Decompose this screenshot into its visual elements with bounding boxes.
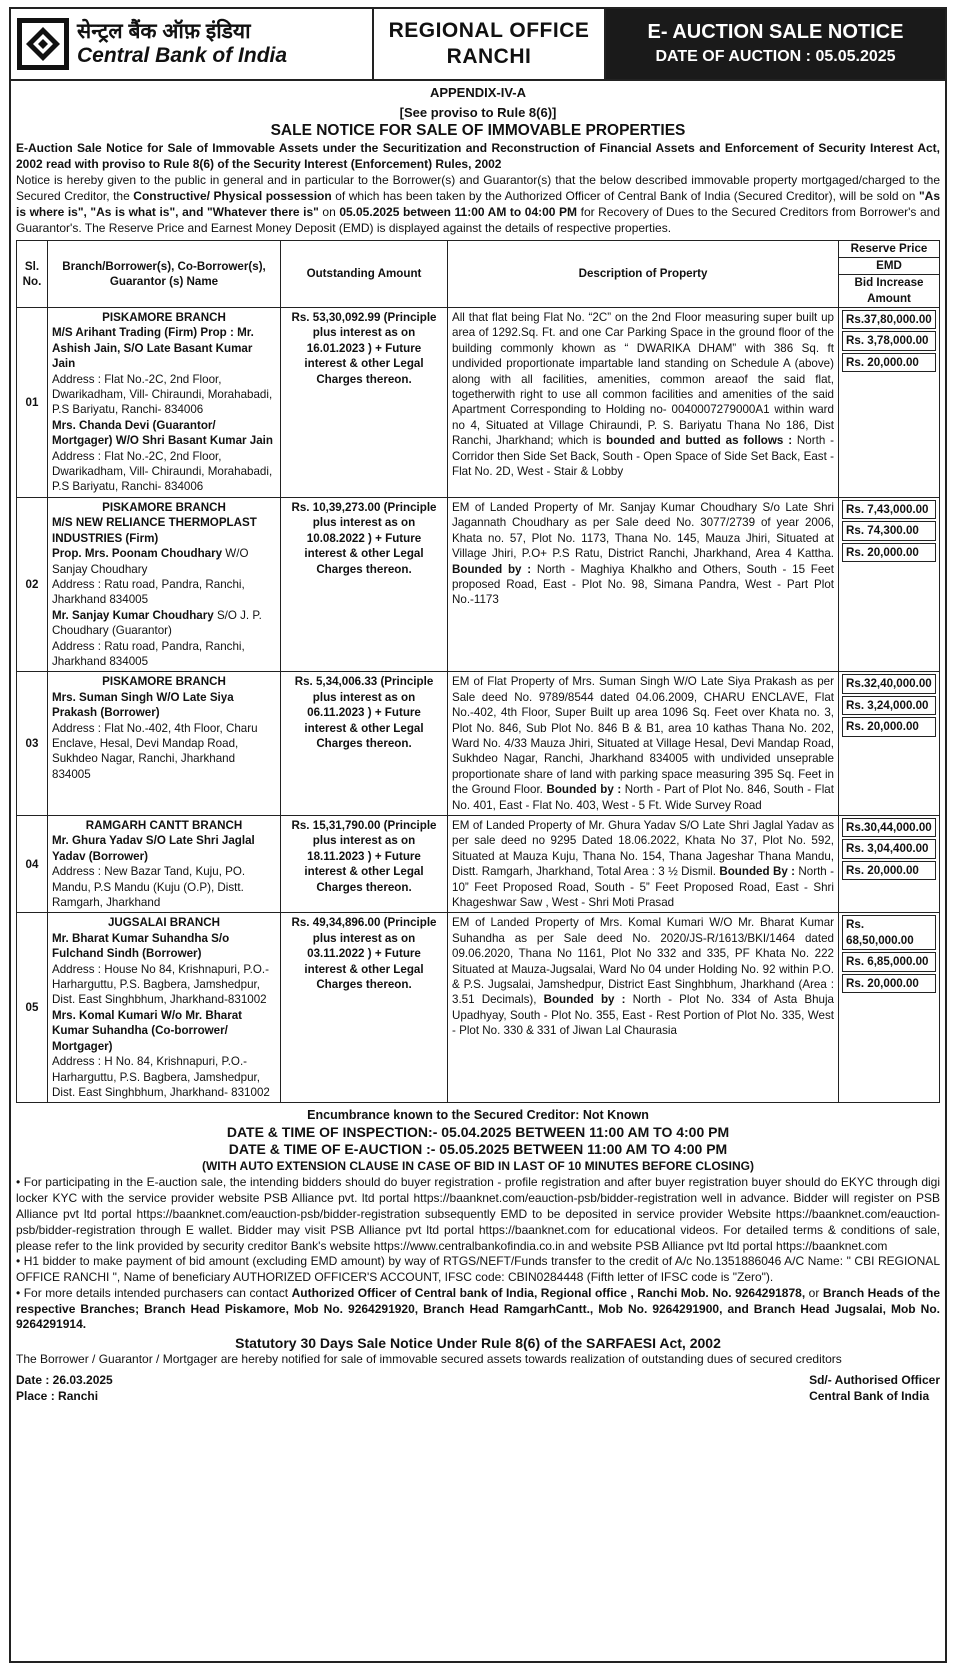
regional-office-label: REGIONAL OFFICE (388, 19, 590, 42)
row-description: EM of Flat Property of Mrs. Suman Singh W/O Late Siya Prakash as per Sale deed No. 9789/8544 dated 04.06.2009, CHARU ENCLAVE, Flat No.-402, 4th Floor, Super Built up area 1096 Sq. Feet over Khata no. 3, Plot No. 846, Sub Plot No. 846 B & B1, area 10 kathas Thana No. 202, Ward No. 4/33 Mauza Jhiri, Situated at Village Hesal, Devi Mandap Road, Sukhdeo Nagar, Ranchi, Jharkhand 834005 with undivided unseprable proportionate share of land with parking space measuring 395 Sq. Feet in the Ground Floor. Bounded by : North - Part of Plot No. 846, South - Flat No. 401, East - Flat No. 403, West - 5 Ft. Wide Survey Road (448, 672, 839, 816)
table-row (17, 672, 940, 816)
row-reserve: Rs.30,44,000.00 Rs. 3,04,400.00 Rs. 20,000.00 (839, 816, 940, 913)
header-outstanding: Outstanding Amount (281, 241, 448, 308)
row-outstanding: Rs. 5,34,006.33 (Principle plus interest as on 06.11.2023 ) + Future interest & other Legal Charges thereon. (281, 672, 448, 816)
row-sl: 03 (17, 672, 48, 816)
proviso-label: [See proviso to Rule 8(6)] (399, 105, 557, 120)
row-borrower: JUGSALAI BRANCH Mr. Bharat Kumar Suhandha S/o Fulchand Sindh (Borrower) Address : House No 84, Krishnapuri, P.O.- Harharguttu, P.S. Bagbera, Jamshedpur, Dist. East Singhbhum, Jharkhand-831002 Mrs. Komal Kumari W/o Mr. Bharat Kumar Suhandha (Co-borrower/ Mortgager) Address : H No. 84, Krishnapuri, P.O.- Harharguttu, P.S. Bagbera, Jamshedpur, Dist. East Singhbhum, Jharkhand- 831002 (48, 913, 281, 1103)
encumbrance-text: Encumbrance known to the Secured Creditor: Not Known (307, 1108, 649, 1123)
row-reserve: Rs.32,40,000.00 Rs. 3,24,000.00 Rs. 20,000.00 (839, 672, 940, 816)
row-reserve: Rs.37,80,000.00 Rs. 3,78,000.00 Rs. 20,000.00 (839, 308, 940, 498)
statutory-title: Statutory 30 Days Sale Notice Under Rule 8(6) of the SARFAESI Act, 2002 (235, 1335, 721, 1352)
row-reserve: Rs. 7,43,000.00 Rs. 74,300.00 Rs. 20,000.00 (839, 497, 940, 671)
row-sl: 05 (17, 913, 48, 1103)
statutory-text: The Borrower / Guarantor / Mortgager are hereby notified for sale of immovable secured assets towards realization of outstanding dues of secured creditors (16, 1352, 842, 1367)
row-description: All that flat being Flat No. “2C” on the 2nd Floor measuring super built up area of 1292.Sq. Ft. and one Car Parking Space in the ground floor of the building commonly khown as “ DWARIKA DHAM” with 386 Sq. ft undivided proportionate impartable land standing on Schedule A (above) along with all facilities, amenities, common areaof the said flat, togetherwith right to use all common facilities and amenities of the said Apartment Corresponding to Holding no- 0040007279000A1 within ward no 4, Situated at Village Chiraundi, P. S. Bariyatu Thana No 186, Dist Ranchi, Jharkhand; which is bounded and butted as follows : North - Corridor then Side Set Back, South - Open Space of Side Set Back, East - Flat No. 2D, West - Stair & Lobby (448, 308, 839, 498)
header (11, 9, 945, 81)
row-sl: 04 (17, 816, 48, 913)
row-sl: 01 (17, 308, 48, 498)
row-borrower: PISKAMORE BRANCH Mrs. Suman Singh W/O Late Siya Prakash (Borrower) Address : Flat No.-402, 4th Floor, Charu Enclave, Hesal, Devi Mandap Road, Sukhdeo Nagar, Ranchi, Jharkhand 834005 (48, 672, 281, 816)
row-reserve: Rs. 68,50,000.00 Rs. 6,85,000.00 Rs. 20,000.00 (839, 913, 940, 1103)
signature-line: Sd/- Authorised Officer (809, 1373, 940, 1388)
row-description: EM of Landed Property of Mrs. Komal Kumari W/O Mr. Bharat Kumar Suhandha as per Sale deed No. 2020/JS-R/1613/BKI/1464 dated 09.06.2020, Thana No 1161, Plot No 332 and 335, PF Khata No. 222 Situated at Mauza-Jugsalai, Ward No 04 under Holding No. 92 within P.O. & P.S. Jugsalai, Jamshedpur, District East Singhbhum, Jharkhand (Area : 3.51 Decimals), Bounded by : North - Plot No. 334 of Asta Bhuja Upadhyay, South - Plot No. 355, East - Rest Portion of Plot No. 335, West - Plot No. 330 & 331 of Jiwan Lal Chaurasia (448, 913, 839, 1103)
row-borrower: PISKAMORE BRANCH M/S Arihant Trading (Firm) Prop : Mr. Ashish Jain, S/O Late Basant Kumar Jain Address : Flat No.-2C, 2nd Floor, Dwarikadham, Vill- Chiraundi, Morahabadi, P.S Bariyatu, Ranchi- 834006 Mrs. Chanda Devi (Guarantor/ Mortgager) W/O Shri Basant Kumar Jain Address : Flat No.-2C, 2nd Floor, Dwarikadham, Vill- Chiraundi, Morahabadi, P.S Bariyatu, Ranchi- 834006 (48, 308, 281, 498)
auto-extension-note: (WITH AUTO EXTENSION CLAUSE IN CASE OF BID IN LAST OF 10 MINUTES BEFORE CLOSING) (201, 1159, 755, 1174)
bullet-contact: • For more details intended purchasers can contact Authorized Officer of Central bank of India, Regional office , Ranchi Mob. No. 9264291878, or Branch Heads of the respective Branches; Branch Head Piskamore, Mob No. 9264291920, Branch Head RamgarhCantt., Mob No. 9264291900, and Branch Head Jugsalai, Mob No. 9264291914. (16, 1285, 940, 1332)
row-outstanding: Rs. 49,34,896.00 (Principle plus interest as on 03.11.2022 ) + Future interest & other Legal Charges thereon. (281, 913, 448, 1103)
sale-notice-title: SALE NOTICE FOR SALE OF IMMOVABLE PROPERTIES (270, 122, 686, 139)
bank-name: Central Bank of India (77, 44, 288, 67)
notice-place: Place : Ranchi (16, 1389, 99, 1404)
auction-date: DATE OF AUCTION : 05.05.2025 (655, 48, 896, 65)
table-row (17, 497, 940, 671)
row-sl: 02 (17, 497, 48, 671)
regional-office-block (374, 9, 606, 79)
header-sl: Sl. No. (17, 241, 48, 308)
sale-notice-subtitle: E-Auction Sale Notice for Sale of Immovable Assets under the Securitization and Reconstruction of Financial Assets and Enforcement of Security Interest Act, 2002 read with proviso to Rule 8(6) of the Security Interest (Enforcement) Rules, 2002 (16, 141, 940, 171)
regional-office-city: RANCHI (446, 45, 532, 68)
notice-content (11, 84, 945, 1404)
row-borrower: PISKAMORE BRANCH M/S NEW RELIANCE THERMOPLAST INDUSTRIES (Firm) Prop. Mrs. Poonam Choudhary W/O Sanjay Choudhary Address : Ratu road, Pandra, Ranchi, Jharkhand 834005 Mr. Sanjay Kumar Choudhary S/O J. P. Choudhary (Guarantor) Address : Ratu road, Pandra, Ranchi, Jharkhand 834005 (48, 497, 281, 671)
properties-table (16, 240, 940, 1103)
row-outstanding: Rs. 15,31,790.00 (Principle plus interest as on 18.11.2023 ) + Future interest & other Legal Charges thereon. (281, 816, 448, 913)
bank-logo-icon (17, 18, 69, 70)
table-row (17, 913, 940, 1103)
row-outstanding: Rs. 53,30,092.99 (Principle plus interest as on 16.01.2023 ) + Future interest & other Legal Charges thereon. (281, 308, 448, 498)
notice-page (9, 7, 947, 1663)
auction-title-block (606, 9, 945, 79)
eauction-time: DATE & TIME OF E-AUCTION :- 05.05.2025 BETWEEN 11:00 AM TO 4:00 PM (228, 1141, 728, 1158)
inspection-time: DATE & TIME OF INSPECTION:- 05.04.2025 BETWEEN 11:00 AM TO 4:00 PM (226, 1124, 730, 1141)
bank-name-hindi: सेन्ट्रल बैंक ऑफ़ इंडिया (77, 20, 251, 43)
table-row (17, 816, 940, 913)
notice-title: E- AUCTION SALE NOTICE (647, 21, 904, 43)
header-description: Description of Property (448, 241, 839, 308)
footer-row (16, 1372, 940, 1404)
table-header-row (17, 241, 940, 308)
signature-bank: Central Bank of India (809, 1389, 930, 1404)
header-branch: Branch/Borrower(s), Co-Borrower(s), Guarantor (s) Name (48, 241, 281, 308)
notice-paragraph: Notice is hereby given to the public in general and in particular to the Borrower(s) and Guarantor(s) that the below described immovable property mortgaged/charged to the Secured Creditor, the Constructive/ Physical possession of which has been taken by the Authorized Officer of Central Bank of India (Secured Creditor), will be sold on "As is where is", "As is what is", and "Whatever there is" on 05.05.2025 between 11:00 AM to 04:00 PM for Recovery of Dues to the Secured Creditors from Borrower's and Guarantor's. The Reserve Price and Earnest Money Deposit (EMD) is displayed against the details of respective properties. (16, 173, 941, 235)
notice-date: Date : 26.03.2025 (16, 1373, 113, 1388)
bank-logo-block (11, 9, 374, 79)
table-row (17, 308, 940, 498)
row-outstanding: Rs. 10,39,273.00 (Principle plus interest as on 10.08.2022 ) + Future interest & other Legal Charges thereon. (281, 497, 448, 671)
row-description: EM of Landed Property of Mr. Sanjay Kumar Choudhary S/o Late Shri Jagannath Choudhary as per Sale deed No. 3077/2739 of year 2006, Khata no. 57, Plot No. 1173, Thana No. 145, Mauza Jhiri, Situated at Village Jhiri, P.O+ P.S Ratu, District Ranchi, Jharkhand, Area 4 Kattha. Bounded by : North - Maghiya Khalkho and Others, South - 15 Feet proposed Road, East - Plot No. 98, Simana Pandra, West - Part Plot No.-1173 (448, 497, 839, 671)
bullet-registration: • For participating in the E-auction sale, the intending bidders should do buyer registration - profile registration and after buyer registration buyer should do EKYC through digi locker KYC with the service provider website PSB Alliance pvt. ltd portal https://baanknet.com/eauction-psb/bidder-registration well in advance. Bidder will register on PSB Alliance pvt ltd portal https://baanknet.com/eauction-psb/bidder-registration subsequently EMD to be deposited in service provider Website https://baanknet.com/eauction-psb/bidder-registration through E wallet. Bidder may visit PSB Alliance pvt ltd portal https://baanknet.com for educational videos. For detailed terms & conditions of sale, please refer to the link provided by security creditor Bank's website https://www.centralbankofindia.co.in and website PSB Alliance pvt ltd portal https://baanknet.com (16, 1175, 940, 1253)
header-reserve: Reserve Price EMD Bid Increase Amount (839, 241, 940, 308)
row-borrower: RAMGARH CANTT BRANCH Mr. Ghura Yadav S/O Late Shri Jaglal Yadav (Borrower) Address : New Bazar Tand, Kuju, PO. Mandu, P.S Mandu (Kuju (O.P), Distt. Ramgarh, Jharkhand (48, 816, 281, 913)
row-description: EM of Landed Property of Mr. Ghura Yadav S/O Late Shri Jaglal Yadav as per sale deed no 9295 Dated 18.06.2022, Khata No 37, Plot No. 592, Situated at Mauza Kuju, Thana No. 154, Thana Jageshar Thana Mandu, Distt. Ramgarh, Jharkhand, Total Area : 3 ½ Dismil. Bounded By : North - 10” Feet Proposed Road, South - 5” Feet Proposed Road, East - Shri Khageshwar Saw , West - Shri Moti Prasad (448, 816, 839, 913)
appendix-label: APPENDIX-IV-A (429, 85, 527, 100)
bullet-payment: • H1 bidder to make payment of bid amount (excluding EMD amount) by way of RTGS/NEFT/Funds transfer to the credit of A/c No.1351886046 A/C Name: " CBI REGIONAL OFFICE RANCHI ", Name of beneficiary AUTHORIZED OFFICER'S ACCOUNT, IFSC code: CBIN0284448 (Fifth letter of IFSC code is "Zero"). (16, 1254, 940, 1285)
